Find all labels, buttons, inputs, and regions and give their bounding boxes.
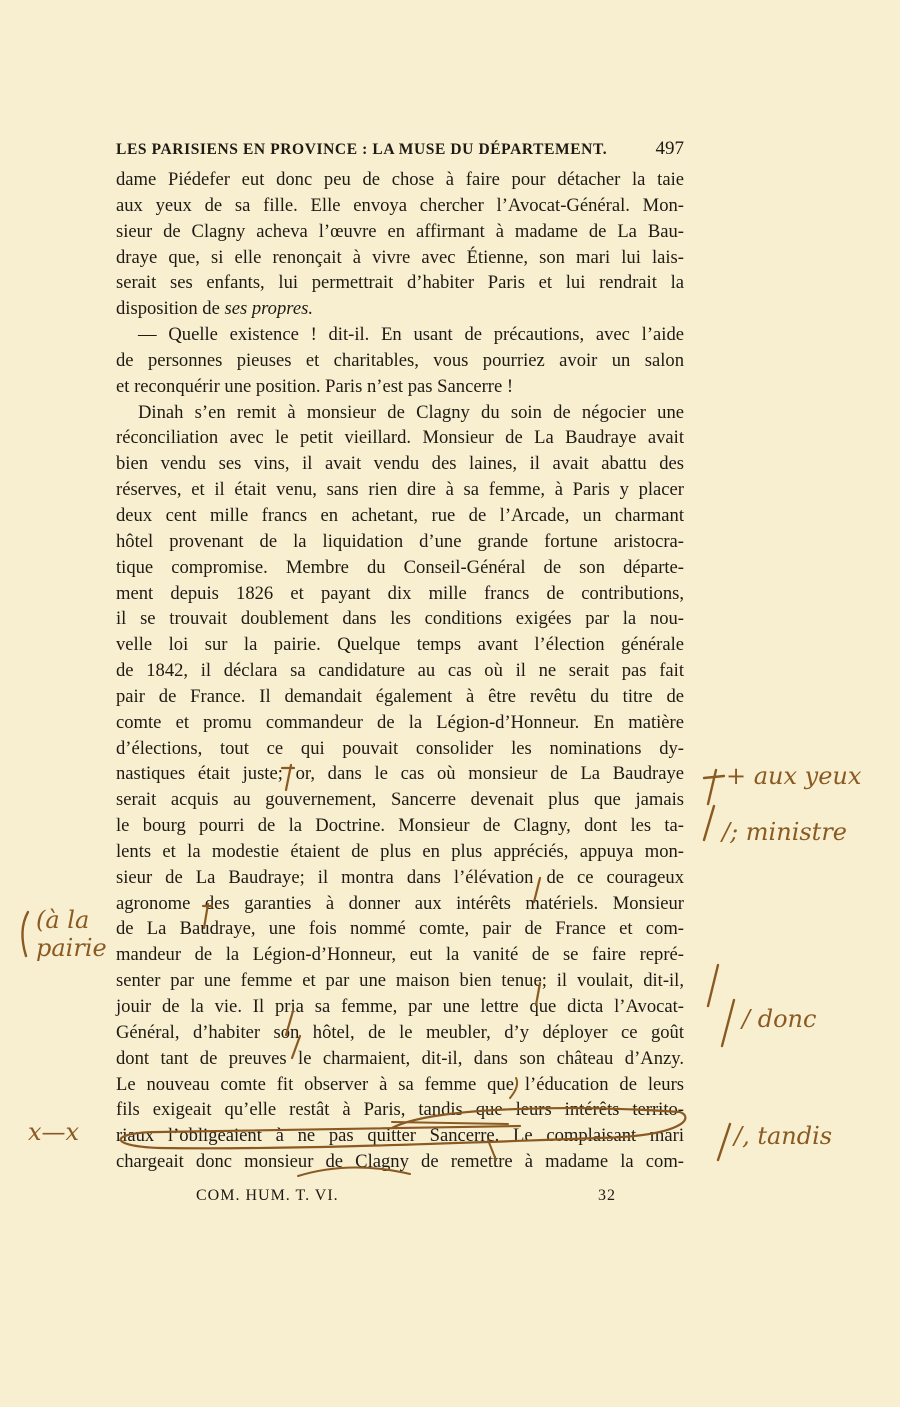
- circled-passage: [121, 1108, 686, 1148]
- insertion-mark: [510, 1078, 517, 1098]
- text-line: sieur de La Baudraye; il montra dans l’élévation de ce courageux: [116, 866, 684, 888]
- insertion-mark: [536, 983, 540, 1005]
- text-line: et reconquérir une position. Paris n’est pas Sancerre !: [116, 375, 514, 397]
- strike-through: [392, 1122, 508, 1124]
- margin-mark: [704, 806, 714, 840]
- text-line: nastiques était juste; or, dans le cas où monsieur de La Baudraye: [116, 763, 684, 785]
- margin-annotation: x—x: [28, 1118, 80, 1146]
- text-line: dont tant de preuves le charmaient, dit-il, dans son château d’Anzy.: [116, 1047, 684, 1069]
- text-line: de La Baudraye, une fois nommé comte, pair de France et com-: [116, 918, 684, 940]
- text-fragment: disposition de: [116, 298, 225, 320]
- page-number: 497: [655, 138, 684, 159]
- text-line: sieur de Clagny acheva l’œuvre en affirmant à madame de La Bau-: [116, 220, 684, 242]
- text-line: lents et la modestie étaient de plus en plus appréciés, appuya mon-: [116, 840, 684, 862]
- text-line: Général, d’habiter son hôtel, de le meubler, d’y déployer ce goût: [116, 1021, 684, 1043]
- text-line: aux yeux de sa fille. Elle envoya chercher l’Avocat-Général. Mon-: [116, 194, 684, 216]
- margin-mark: [704, 770, 724, 804]
- text-line: Le nouveau comte fit observer à sa femme que l’éducation de leurs: [116, 1073, 684, 1095]
- text-line: mandeur de la Légion-d’Honneur, eut la vanité de se faire repré-: [116, 944, 684, 966]
- text-line: d’élections, tout ce qui pouvait consolider les nominations dy-: [116, 737, 684, 759]
- text-line: ment depuis 1826 et payant dix mille francs de contributions,: [116, 582, 684, 604]
- italic-phrase: ses propres.: [224, 298, 313, 320]
- margin-annotation: /; ministre: [722, 818, 848, 846]
- text-line: chargeait donc monsieur de Clagny de remettre à madame la com-: [116, 1151, 684, 1173]
- strike-through: [298, 1167, 410, 1176]
- text-line: fils exigeait qu’elle restât à Paris, tandis que leurs intérêts territo-: [116, 1099, 684, 1121]
- insertion-mark: [534, 878, 540, 902]
- text-line: deux cent mille francs en achetant, rue de l’Arcade, un charmant: [116, 504, 684, 526]
- margin-mark: [718, 1124, 730, 1160]
- text-line: serait acquis au gouvernement, Sancerre devenait plus que jamais: [116, 789, 684, 811]
- insertion-mark: [292, 1036, 300, 1058]
- signature-mark: COM. HUM. T. VI.: [196, 1187, 339, 1204]
- text-line: bien vendu ses vins, il avait vendu des laines, il avait abattu des: [116, 453, 684, 475]
- text-line: le bourg pourri de la Doctrine. Monsieur de Clagny, dont les ta-: [116, 815, 684, 837]
- margin-annotation: / donc: [742, 1005, 817, 1033]
- margin-mark: [708, 965, 718, 1006]
- text-line: senter par une femme et par une maison bien tenue; il voulait, dit-il,: [116, 970, 684, 992]
- text-line: dame Piédefer eut donc peu de chose à faire pour détacher la taie: [116, 169, 684, 190]
- text-line: réconciliation avec le petit vieillard. Monsieur de La Baudraye avait: [116, 427, 684, 449]
- insertion-mark: [282, 765, 294, 790]
- margin-mark: [722, 1000, 734, 1046]
- text-line: draye que, si elle renonçait à vivre avec Étienne, son mari lui lais-: [116, 246, 684, 268]
- text-line: riaux l’obligeaient à ne pas quitter Sancerre. Le complaisant mari: [116, 1125, 684, 1147]
- sheet-number: 32: [598, 1187, 616, 1204]
- margin-annotation: /, tandis: [734, 1122, 833, 1150]
- text-line: serait ses enfants, lui permettrait d’habiter Paris et lui rendrait la: [116, 272, 684, 294]
- text-line: velle loi sur la pairie. Quelque temps avant l’élection générale: [116, 634, 684, 656]
- text-line: agronome des garanties à donner aux intérêts matériels. Monsieur: [116, 892, 684, 914]
- text-line: — Quelle existence ! dit-il. En usant de précautions, avec l’aide: [138, 324, 684, 346]
- text-line: de personnes pieuses et charitables, vous pourriez avoir un salon: [116, 349, 684, 371]
- text-line: jouir de la vie. Il pria sa femme, par une lettre que dicta l’Avocat-: [116, 996, 684, 1017]
- text-line: il se trouvait doublement dans les conditions exigées par la nou-: [116, 608, 684, 630]
- text-line: Dinah s’en remit à monsieur de Clagny du soin de négocier une: [138, 401, 684, 423]
- insertion-mark: [488, 1140, 496, 1160]
- text-line: de 1842, il déclara sa candidature au cas où il ne serait pas fait: [116, 660, 684, 682]
- text-line: pair de France. Il demandait également à être revêtu du titre de: [116, 685, 684, 707]
- text-line: tique compromise. Membre du Conseil-Général de son départe-: [116, 556, 684, 578]
- insertion-mark: [286, 1011, 293, 1035]
- running-title: LES PARISIENS EN PROVINCE : LA MUSE DU DÉPARTEMENT.: [116, 141, 608, 158]
- margin-mark: [22, 912, 28, 956]
- margin-annotation: (à la pairie: [36, 906, 107, 962]
- text-line: hôtel provenant de la liquidation d’une grande fortune aristocra-: [116, 530, 684, 552]
- text-line: comte et promu commandeur de la Légion-d’Honneur. En matière: [116, 711, 684, 733]
- text-line: réserves, et il était venu, sans rien dire à sa femme, à Paris y placer: [116, 479, 684, 501]
- insertion-mark: [203, 904, 212, 928]
- margin-annotation: + aux yeux: [726, 762, 862, 790]
